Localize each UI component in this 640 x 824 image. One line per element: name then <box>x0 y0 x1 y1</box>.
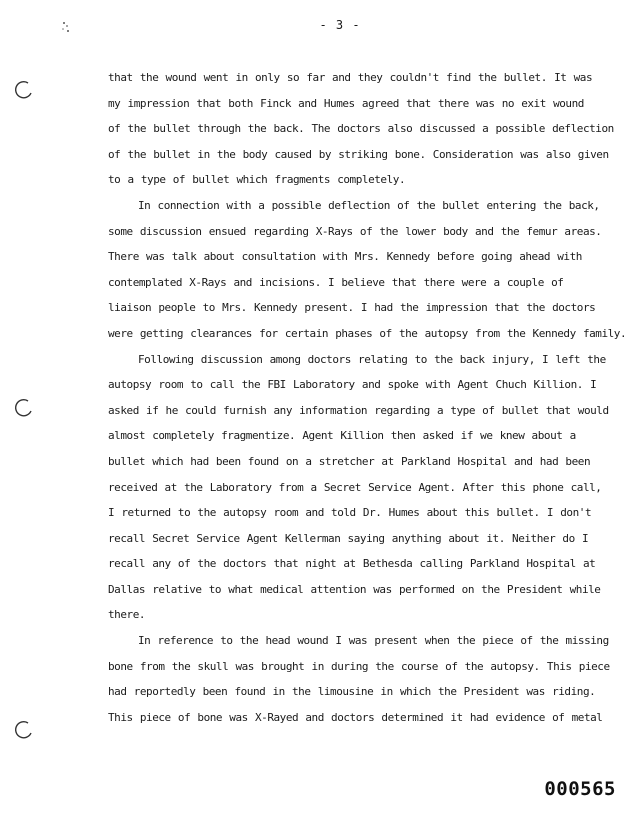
text-line: were getting clearances for certain phases of the autopsy from the Kennedy family. <box>108 326 627 340</box>
paragraph <box>108 198 627 352</box>
text-line: In connection with a possible deflection of the bullet entering the back, <box>138 198 600 212</box>
text-line: contemplated X-Rays and incisions. I believe that there were a couple of <box>108 275 564 289</box>
text-line: my impression that both Finck and Humes agreed that there was no exit wound <box>108 96 584 110</box>
text-line: I returned to the autopsy room and told Dr. Humes about this bullet. I don't <box>108 506 592 520</box>
text-line: recall Secret Service Agent Kellerman saying anything about it. Neither do I <box>108 531 589 545</box>
text-line: liaison people to Mrs. Kennedy present. I had the impression that the doctors <box>108 301 596 315</box>
paragraph <box>108 352 618 634</box>
text-line: This piece of bone was X-Rayed and doctors determined it had evidence of metal <box>108 710 603 724</box>
paragraph <box>108 633 618 735</box>
text-line: there. <box>108 608 146 622</box>
text-line: that the wound went in only so far and they couldn't find the bullet. It was <box>108 71 593 84</box>
document-id: 000565 <box>544 778 616 800</box>
binder-hole-icon <box>14 720 34 740</box>
text-line: bone from the skull was brought in during the course of the autopsy. This piece <box>108 659 610 673</box>
text-line: Following discussion among doctors relating to the back injury, I left the <box>138 352 606 366</box>
text-line: of the bullet in the body caused by striking bone. Consideration was also given <box>108 147 609 161</box>
text-line: Dallas relative to what medical attention was performed on the President while <box>108 582 601 596</box>
text-line: There was talk about consultation with Mrs. Kennedy before going ahead with <box>108 250 582 264</box>
paragraph <box>108 70 618 198</box>
page-number: - 3 - <box>319 18 361 32</box>
text-line: autopsy room to call the FBI Laboratory and spoke with Agent Chuch Killion. I <box>108 378 597 392</box>
document-body <box>108 70 627 735</box>
text-line: some discussion ensued regarding X-Rays of the lower body and the femur areas. <box>108 224 602 238</box>
binder-hole-icon <box>14 398 34 418</box>
text-line: of the bullet through the back. The doctors also discussed a possible deflection <box>108 122 614 136</box>
text-line: bullet which had been found on a stretcher at Parkland Hospital and had been <box>108 454 591 468</box>
text-line: had reportedly been found in the limousine in which the President was riding. <box>108 685 596 699</box>
binder-hole-icon <box>14 80 34 100</box>
text-line: In reference to the head wound I was present when the piece of the missing <box>138 634 609 648</box>
text-line: almost completely fragmentize. Agent Killion then asked if we knew about a <box>108 429 576 443</box>
text-line: recall any of the doctors that night at Bethesda calling Parkland Hospital at <box>108 557 596 571</box>
text-line: asked if he could furnish any information regarding a type of bullet that would <box>108 403 609 417</box>
text-line: to a type of bullet which fragments completely. <box>108 173 406 187</box>
text-line: received at the Laboratory from a Secret Service Agent. After this phone call, <box>108 480 602 494</box>
